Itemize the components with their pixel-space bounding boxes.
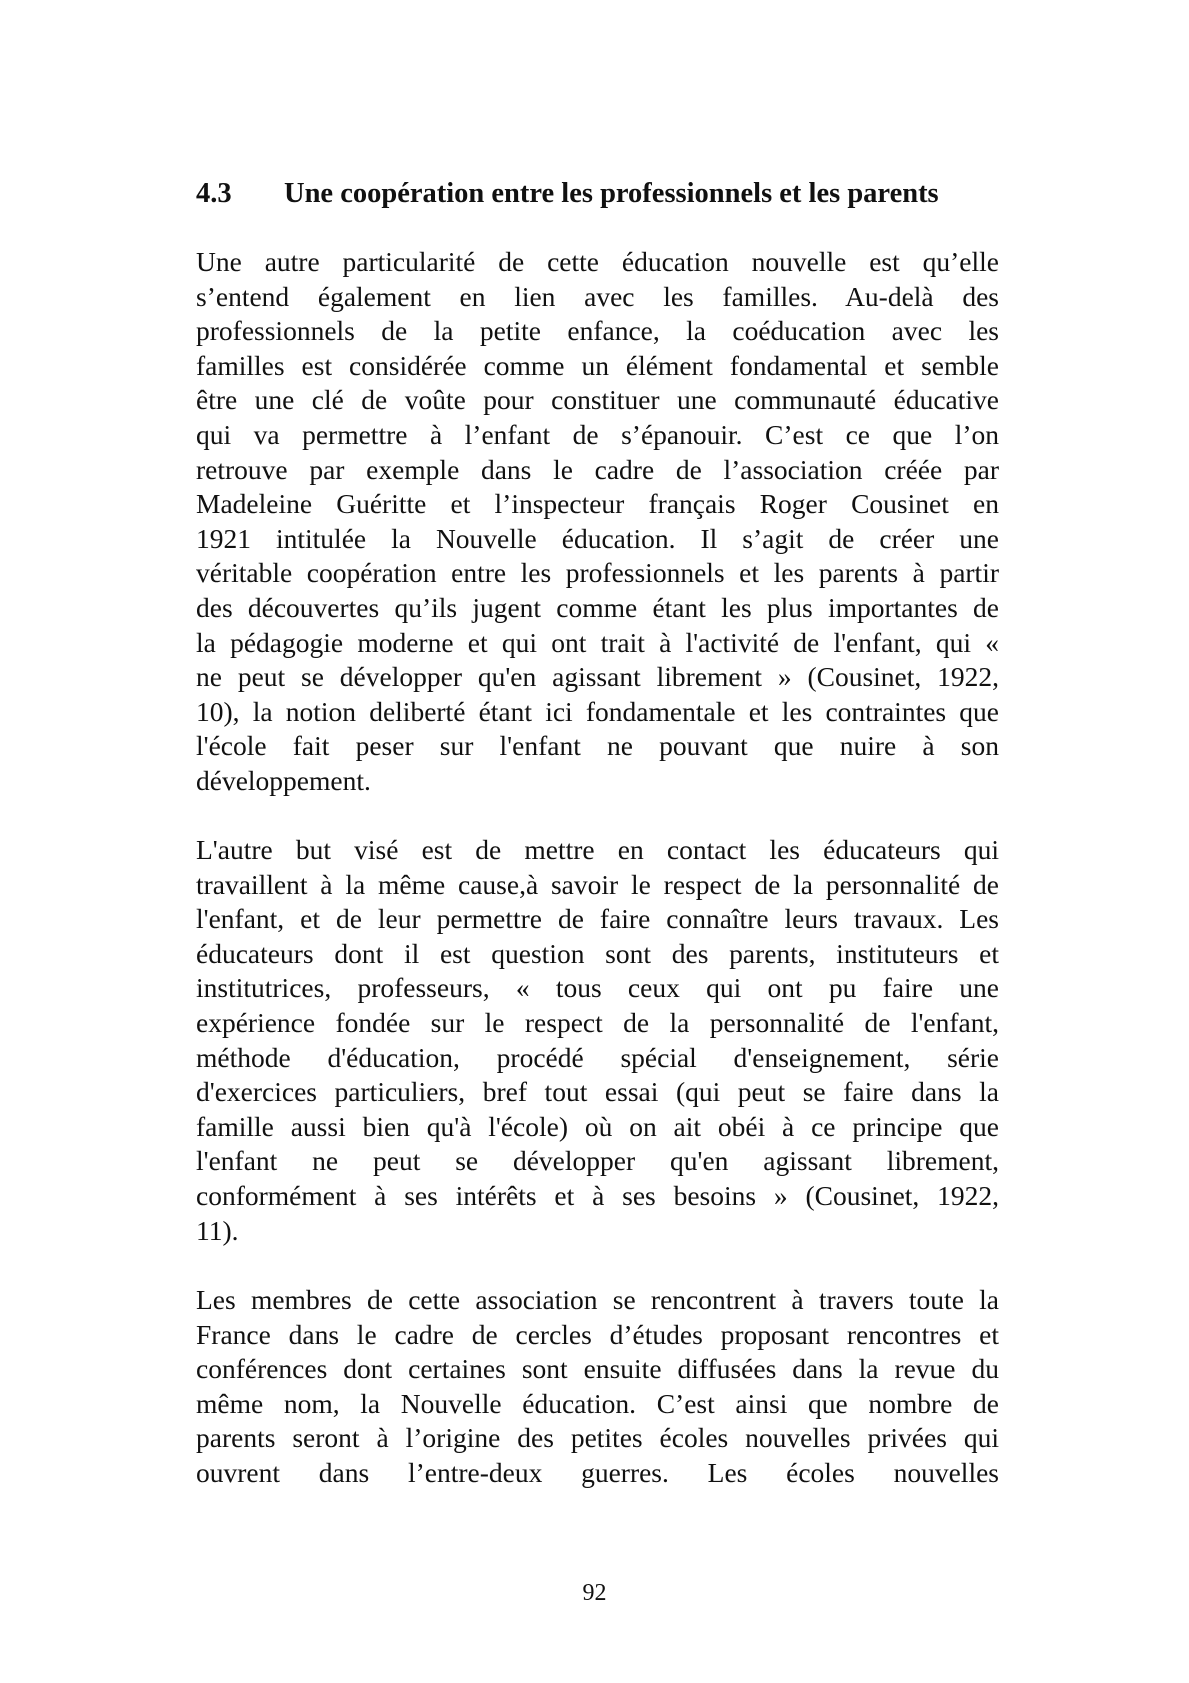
text-line: institutrices, professeurs, « tous ceux qui ont pu faire une — [196, 972, 999, 1004]
page-number: 92 — [582, 1580, 607, 1606]
text-line: expérience fondée sur le respect de la personnalité de l'enfant, — [196, 1006, 999, 1038]
text-line: Les membres de cette association se rencontrent à travers toute la — [196, 1284, 999, 1315]
text-line: ne peut se développer qu'en agissant librement » (Cousinet, 1922, — [196, 661, 999, 693]
text-line: 1921 intitulée la Nouvelle éducation. Il s’agit de créer une — [196, 522, 999, 554]
text-line: la pédagogie moderne et qui ont trait à l'activité de l'enfant, qui « — [196, 626, 999, 658]
text-line: ouvrent dans l’entre-deux guerres. Les écoles nouvelles — [196, 1456, 999, 1488]
text-line: des découvertes qu’ils jugent comme étant les plus importantes de — [196, 591, 999, 623]
text-line: d'exercices particuliers, bref tout essai (qui peut se faire dans la — [196, 1076, 999, 1108]
paragraph-2 — [196, 833, 999, 1248]
text-line: l'enfant ne peut se développer qu'en agissant librement, — [196, 1145, 999, 1177]
text-line: l'école fait peser sur l'enfant ne pouvant que nuire à son — [196, 730, 999, 762]
text-line: 11). — [196, 1214, 239, 1246]
text-line: travaillent à la même cause,à savoir le respect de la personnalité de — [196, 868, 999, 900]
text-line: être une clé de voûte pour constituer une communauté éducative — [196, 384, 999, 416]
text-line: qui va permettre à l’enfant de s’épanouir. C’est ce que l’on — [196, 418, 999, 450]
section-heading — [196, 176, 1016, 212]
section-title: Une coopération entre les professionnels et les parents — [284, 178, 939, 209]
text-line: même nom, la Nouvelle éducation. C’est ainsi que nombre de — [196, 1387, 999, 1419]
text-line: conformément à ses intérêts et à ses besoins » (Cousinet, 1922, — [196, 1179, 999, 1211]
text-line: développement. — [196, 764, 371, 796]
text-line: méthode d'éducation, procédé spécial d'enseignement, série — [196, 1041, 999, 1073]
text-line: éducateurs dont il est question sont des parents, instituteurs et — [196, 937, 999, 969]
text-line: s’entend également en lien avec les familles. Au-delà des — [196, 280, 999, 312]
paragraph-1 — [196, 245, 999, 799]
text-line: professionnels de la petite enfance, la coéducation avec les — [196, 315, 999, 347]
text-line: 10), la notion deliberté étant ici fondamentale et les contraintes que — [196, 695, 999, 727]
section-number: 4.3 — [196, 178, 232, 209]
text-line: familles est considérée comme un élément fondamental et semble — [196, 349, 999, 381]
text-line: véritable coopération entre les professionnels et les parents à partir — [196, 557, 999, 589]
text-line: l'enfant, et de leur permettre de faire connaître leurs travaux. Les — [196, 903, 999, 935]
paragraph-3 — [196, 1283, 999, 1491]
text-line: retrouve par exemple dans le cadre de l’association créée par — [196, 453, 999, 485]
text-line: Une autre particularité de cette éducation nouvelle est qu’elle — [196, 246, 999, 277]
text-line: famille aussi bien qu'à l'école) où on ait obéi à ce principe que — [196, 1110, 999, 1142]
text-line: Madeleine Guéritte et l’inspecteur français Roger Cousinet en — [196, 488, 999, 520]
text-line: parents seront à l’origine des petites écoles nouvelles privées qui — [196, 1422, 999, 1454]
text-line: France dans le cadre de cercles d’études proposant rencontres et — [196, 1318, 999, 1350]
text-line: L'autre but visé est de mettre en contact les éducateurs qui — [196, 834, 999, 865]
text-line: conférences dont certaines sont ensuite diffusées dans la revue du — [196, 1353, 999, 1385]
